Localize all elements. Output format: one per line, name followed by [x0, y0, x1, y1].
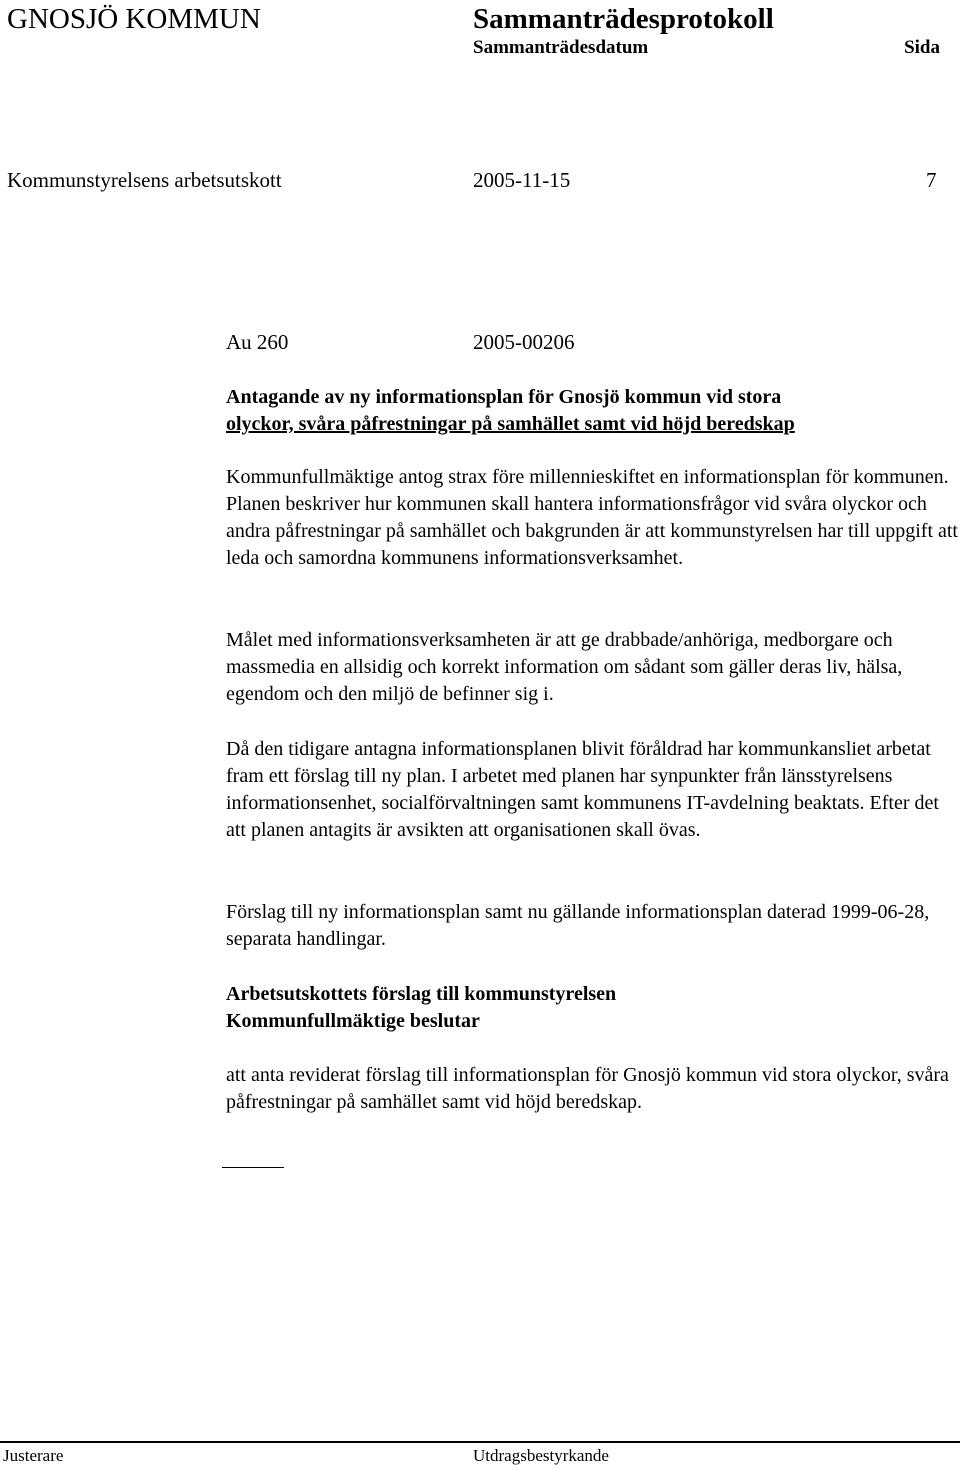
case-title-line1: Antagande av ny informationsplan för Gnosjö kommun vid stora [226, 386, 782, 408]
organization-name: GNOSJÖ KOMMUN [7, 3, 261, 35]
paragraph-goal: Målet med informationsverksamheten är att ge drabbade/anhöriga, medborgare och massmedia en allsidig och korrekt information om sådant som gäller deras liv, hälsa, egendom och den miljö de befinner sig i. [226, 629, 903, 705]
decision-text: att anta reviderat förslag till informationsplan för Gnosjö kommun vid stora olyckor, svåra påfrestningar på samhället samt vid höjd beredskap. [226, 1064, 949, 1113]
end-rule [222, 1167, 284, 1168]
paragraph-attachments: Förslag till ny informationsplan samt nu gällande informationsplan daterad 1999-06-28, separata handlingar. [226, 901, 930, 950]
meeting-date-label: Sammanträdesdatum [473, 37, 649, 58]
paragraph-new-plan: Då den tidigare antagna informationsplanen blivit föråldrad har kommunkansliet arbetat fram ett förslag till ny plan. I arbetet med planen har synpunkter från länsstyrelsens informationsenhet, socialförvaltningen samt kommunens IT-avdelning beaktats. Efter det att planen antagits är avsikten att organisationen skall övas. [226, 738, 939, 841]
page-label: Sida [904, 37, 940, 58]
footer-rule [0, 1441, 960, 1443]
proposal-heading: Arbetsutskottets förslag till kommunstyrelsen [226, 983, 617, 1005]
diary-number: 2005-00206 [473, 330, 575, 354]
committee-name: Kommunstyrelsens arbetsutskott [7, 168, 282, 192]
case-number: Au 260 [226, 330, 289, 354]
footer-utdragsbestyrkande: Utdragsbestyrkande [473, 1446, 609, 1465]
case-title [226, 384, 960, 438]
page-number: 7 [926, 168, 937, 192]
paragraph-background: Kommunfullmäktige antog strax före millennieskiftet en informationsplan för kommunen. Planen beskriver hur kommunen skall hantera informationsfrågor vid svåra olyckor och andra påfrestningar på samhället och bakgrunden är att kommunstyrelsen har till uppgift att leda och samordna kommunens informationsverksamhet. [226, 466, 958, 569]
document-title: Sammanträdesprotokoll [473, 3, 774, 35]
meeting-date: 2005-11-15 [473, 168, 571, 192]
footer-justerare: Justerare [3, 1446, 64, 1465]
proposal-subheading: Kommunfullmäktige beslutar [226, 1010, 480, 1032]
case-title-line2: olyckor, svåra påfrestningar på samhället samt vid höjd beredskap [226, 413, 795, 435]
